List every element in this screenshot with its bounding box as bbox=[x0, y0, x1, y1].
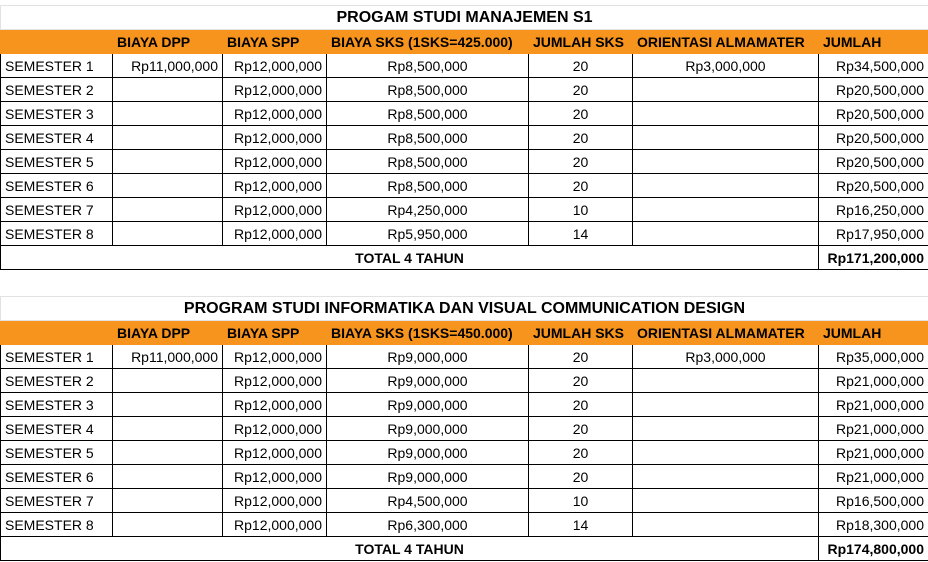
table-row bbox=[1, 78, 928, 102]
biaya-spp-cell[interactable]: Rp12,000,000 bbox=[223, 417, 327, 441]
jumlah-cell[interactable]: Rp34,500,000 bbox=[819, 54, 928, 78]
biaya-sks-cell[interactable]: Rp8,500,000 bbox=[327, 126, 529, 150]
jumlah-sks-cell[interactable]: 20 bbox=[529, 465, 633, 489]
biaya-sks-cell[interactable]: Rp8,500,000 bbox=[327, 150, 529, 174]
biaya-dpp-cell[interactable] bbox=[113, 174, 223, 198]
biaya-sks-cell[interactable]: Rp5,950,000 bbox=[327, 222, 529, 246]
jumlah-cell[interactable]: Rp16,250,000 bbox=[819, 198, 928, 222]
orientasi-cell[interactable] bbox=[633, 78, 819, 102]
biaya-sks-cell[interactable]: Rp4,250,000 bbox=[327, 198, 529, 222]
biaya-dpp-cell[interactable] bbox=[113, 150, 223, 174]
table-row bbox=[1, 489, 928, 513]
jumlah-cell[interactable]: Rp17,950,000 bbox=[819, 222, 928, 246]
jumlah-sks-cell[interactable]: 20 bbox=[529, 78, 633, 102]
total-row bbox=[1, 246, 928, 270]
orientasi-cell[interactable] bbox=[633, 198, 819, 222]
table-row bbox=[1, 102, 928, 126]
biaya-sks-cell[interactable]: Rp9,000,000 bbox=[327, 345, 529, 369]
biaya-spp-cell[interactable]: Rp12,000,000 bbox=[223, 54, 327, 78]
jumlah-sks-cell[interactable]: 20 bbox=[529, 393, 633, 417]
orientasi-cell[interactable]: Rp3,000,000 bbox=[633, 345, 819, 369]
header-cell[interactable]: JUMLAH SKS bbox=[529, 30, 633, 54]
biaya-dpp-cell[interactable] bbox=[113, 417, 223, 441]
jumlah-cell[interactable]: Rp21,000,000 bbox=[819, 465, 928, 489]
jumlah-cell[interactable]: Rp20,500,000 bbox=[819, 174, 928, 198]
biaya-sks-cell[interactable]: Rp8,500,000 bbox=[327, 174, 529, 198]
orientasi-cell[interactable] bbox=[633, 393, 819, 417]
biaya-dpp-cell[interactable] bbox=[113, 489, 223, 513]
jumlah-sks-cell[interactable]: 20 bbox=[529, 417, 633, 441]
biaya-sks-cell[interactable]: Rp9,000,000 bbox=[327, 465, 529, 489]
table-row bbox=[1, 174, 928, 198]
jumlah-sks-cell[interactable]: 20 bbox=[529, 102, 633, 126]
semester-label[interactable]: SEMESTER 4 bbox=[1, 417, 113, 441]
biaya-sks-cell[interactable]: Rp4,500,000 bbox=[327, 489, 529, 513]
biaya-dpp-cell[interactable] bbox=[113, 441, 223, 465]
semester-label[interactable]: SEMESTER 1 bbox=[1, 54, 113, 78]
jumlah-sks-cell[interactable]: 20 bbox=[529, 369, 633, 393]
biaya-spp-cell[interactable]: Rp12,000,000 bbox=[223, 369, 327, 393]
semester-label[interactable]: SEMESTER 4 bbox=[1, 126, 113, 150]
jumlah-sks-cell[interactable]: 14 bbox=[529, 513, 633, 537]
header-cell[interactable] bbox=[1, 30, 113, 54]
biaya-sks-cell[interactable]: Rp9,000,000 bbox=[327, 441, 529, 465]
jumlah-sks-cell[interactable]: 14 bbox=[529, 222, 633, 246]
jumlah-sks-cell[interactable]: 10 bbox=[529, 489, 633, 513]
semester-label[interactable]: SEMESTER 2 bbox=[1, 78, 113, 102]
biaya-dpp-cell[interactable] bbox=[113, 102, 223, 126]
header-cell[interactable]: BIAYA SPP bbox=[223, 30, 327, 54]
biaya-spp-cell[interactable]: Rp12,000,000 bbox=[223, 489, 327, 513]
header-row bbox=[1, 30, 928, 54]
semester-label[interactable]: SEMESTER 5 bbox=[1, 441, 113, 465]
biaya-dpp-cell[interactable] bbox=[113, 126, 223, 150]
biaya-sks-cell[interactable]: Rp9,000,000 bbox=[327, 393, 529, 417]
jumlah-cell[interactable]: Rp35,000,000 bbox=[819, 345, 928, 369]
biaya-spp-cell[interactable]: Rp12,000,000 bbox=[223, 150, 327, 174]
biaya-dpp-cell[interactable] bbox=[113, 222, 223, 246]
biaya-spp-cell[interactable]: Rp12,000,000 bbox=[223, 393, 327, 417]
jumlah-sks-cell[interactable]: 20 bbox=[529, 54, 633, 78]
total-value[interactable]: Rp171,200,000 bbox=[819, 246, 928, 270]
table-row bbox=[1, 513, 928, 537]
header-cell[interactable]: JUMLAH bbox=[819, 30, 928, 54]
biaya-dpp-cell[interactable] bbox=[113, 78, 223, 102]
biaya-sks-cell[interactable]: Rp8,500,000 bbox=[327, 102, 529, 126]
jumlah-sks-cell[interactable]: 20 bbox=[529, 150, 633, 174]
semester-label[interactable]: SEMESTER 7 bbox=[1, 489, 113, 513]
orientasi-cell[interactable] bbox=[633, 150, 819, 174]
jumlah-cell[interactable]: Rp20,500,000 bbox=[819, 102, 928, 126]
jumlah-sks-cell[interactable]: 20 bbox=[529, 345, 633, 369]
semester-label[interactable]: SEMESTER 3 bbox=[1, 102, 113, 126]
biaya-dpp-cell[interactable]: Rp11,000,000 bbox=[113, 54, 223, 78]
semester-label[interactable]: SEMESTER 8 bbox=[1, 222, 113, 246]
semester-label[interactable]: SEMESTER 2 bbox=[1, 369, 113, 393]
header-cell[interactable]: BIAYA DPP bbox=[113, 321, 223, 345]
total-value[interactable]: Rp174,800,000 bbox=[819, 537, 928, 561]
table-title[interactable]: PROGRAM STUDI INFORMATIKA DAN VISUAL COMMUNICATION DESIGN bbox=[1, 297, 928, 321]
header-cell[interactable]: BIAYA SKS (1SKS=425.000) bbox=[327, 30, 529, 54]
biaya-spp-cell[interactable]: Rp12,000,000 bbox=[223, 198, 327, 222]
semester-label[interactable]: SEMESTER 7 bbox=[1, 198, 113, 222]
header-cell[interactable]: JUMLAH SKS bbox=[529, 321, 633, 345]
table-row bbox=[1, 222, 928, 246]
biaya-spp-cell[interactable]: Rp12,000,000 bbox=[223, 126, 327, 150]
table-row bbox=[1, 393, 928, 417]
jumlah-sks-cell[interactable]: 20 bbox=[529, 126, 633, 150]
table-row bbox=[1, 441, 928, 465]
biaya-spp-cell[interactable]: Rp12,000,000 bbox=[223, 441, 327, 465]
biaya-spp-cell[interactable]: Rp12,000,000 bbox=[223, 222, 327, 246]
biaya-sks-cell[interactable]: Rp8,500,000 bbox=[327, 78, 529, 102]
orientasi-cell[interactable] bbox=[633, 441, 819, 465]
header-cell[interactable]: ORIENTASI ALMAMATER bbox=[633, 321, 819, 345]
semester-label[interactable]: SEMESTER 8 bbox=[1, 513, 113, 537]
biaya-spp-cell[interactable]: Rp12,000,000 bbox=[223, 78, 327, 102]
orientasi-cell[interactable] bbox=[633, 222, 819, 246]
jumlah-sks-cell[interactable]: 10 bbox=[529, 198, 633, 222]
table-row bbox=[1, 417, 928, 441]
table-row bbox=[1, 198, 928, 222]
header-cell[interactable]: ORIENTASI ALMAMATER bbox=[633, 30, 819, 54]
biaya-dpp-cell[interactable] bbox=[113, 369, 223, 393]
semester-label[interactable]: SEMESTER 5 bbox=[1, 150, 113, 174]
table-row bbox=[1, 465, 928, 489]
header-cell[interactable] bbox=[1, 321, 113, 345]
biaya-spp-cell[interactable]: Rp12,000,000 bbox=[223, 513, 327, 537]
biaya-dpp-cell[interactable] bbox=[113, 513, 223, 537]
biaya-spp-cell[interactable]: Rp12,000,000 bbox=[223, 465, 327, 489]
jumlah-cell[interactable]: Rp21,000,000 bbox=[819, 417, 928, 441]
orientasi-cell[interactable] bbox=[633, 465, 819, 489]
table-row bbox=[1, 345, 928, 369]
orientasi-cell[interactable] bbox=[633, 102, 819, 126]
table-row bbox=[1, 126, 928, 150]
table-informatika-vcd bbox=[0, 296, 928, 561]
jumlah-sks-cell[interactable]: 20 bbox=[529, 174, 633, 198]
total-row bbox=[1, 537, 928, 561]
total-label[interactable]: TOTAL 4 TAHUN bbox=[1, 246, 819, 270]
biaya-dpp-cell[interactable]: Rp11,000,000 bbox=[113, 345, 223, 369]
table-row bbox=[1, 369, 928, 393]
biaya-sks-cell[interactable]: Rp8,500,000 bbox=[327, 54, 529, 78]
orientasi-cell[interactable] bbox=[633, 513, 819, 537]
biaya-sks-cell[interactable]: Rp6,300,000 bbox=[327, 513, 529, 537]
header-cell[interactable]: BIAYA SPP bbox=[223, 321, 327, 345]
orientasi-cell[interactable] bbox=[633, 489, 819, 513]
biaya-spp-cell[interactable]: Rp12,000,000 bbox=[223, 345, 327, 369]
jumlah-cell[interactable]: Rp16,500,000 bbox=[819, 489, 928, 513]
biaya-spp-cell[interactable]: Rp12,000,000 bbox=[223, 174, 327, 198]
jumlah-cell[interactable]: Rp21,000,000 bbox=[819, 369, 928, 393]
biaya-dpp-cell[interactable] bbox=[113, 465, 223, 489]
orientasi-cell[interactable] bbox=[633, 126, 819, 150]
semester-label[interactable]: SEMESTER 6 bbox=[1, 174, 113, 198]
jumlah-cell[interactable]: Rp20,500,000 bbox=[819, 126, 928, 150]
orientasi-cell[interactable] bbox=[633, 417, 819, 441]
table-manajemen bbox=[0, 5, 928, 270]
biaya-sks-cell[interactable]: Rp9,000,000 bbox=[327, 369, 529, 393]
total-label[interactable]: TOTAL 4 TAHUN bbox=[1, 537, 819, 561]
jumlah-cell[interactable]: Rp20,500,000 bbox=[819, 150, 928, 174]
biaya-spp-cell[interactable]: Rp12,000,000 bbox=[223, 102, 327, 126]
header-cell[interactable]: BIAYA SKS (1SKS=450.000) bbox=[327, 321, 529, 345]
header-row bbox=[1, 321, 928, 345]
biaya-sks-cell[interactable]: Rp9,000,000 bbox=[327, 417, 529, 441]
jumlah-cell[interactable]: Rp21,000,000 bbox=[819, 441, 928, 465]
biaya-dpp-cell[interactable] bbox=[113, 198, 223, 222]
jumlah-sks-cell[interactable]: 20 bbox=[529, 441, 633, 465]
biaya-dpp-cell[interactable] bbox=[113, 393, 223, 417]
header-cell[interactable]: BIAYA DPP bbox=[113, 30, 223, 54]
semester-label[interactable]: SEMESTER 3 bbox=[1, 393, 113, 417]
table-row bbox=[1, 54, 928, 78]
table-row bbox=[1, 150, 928, 174]
semester-label[interactable]: SEMESTER 1 bbox=[1, 345, 113, 369]
semester-label[interactable]: SEMESTER 6 bbox=[1, 465, 113, 489]
orientasi-cell[interactable] bbox=[633, 174, 819, 198]
header-cell[interactable]: JUMLAH bbox=[819, 321, 928, 345]
jumlah-cell[interactable]: Rp20,500,000 bbox=[819, 78, 928, 102]
orientasi-cell[interactable]: Rp3,000,000 bbox=[633, 54, 819, 78]
jumlah-cell[interactable]: Rp21,000,000 bbox=[819, 393, 928, 417]
jumlah-cell[interactable]: Rp18,300,000 bbox=[819, 513, 928, 537]
orientasi-cell[interactable] bbox=[633, 369, 819, 393]
table-title[interactable]: PROGAM STUDI MANAJEMEN S1 bbox=[1, 6, 928, 30]
